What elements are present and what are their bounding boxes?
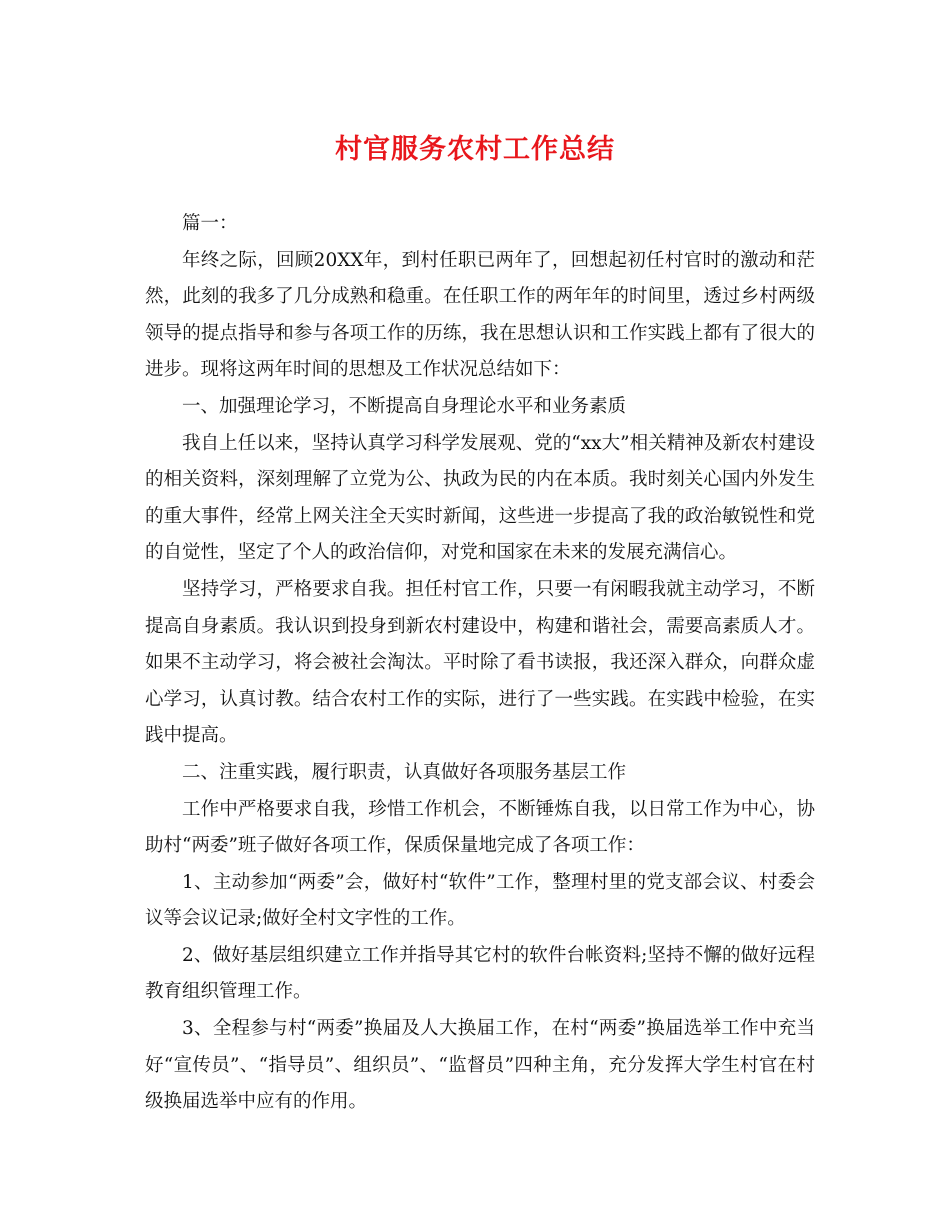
list-item: 3、全程参与村“两委”换届及人大换届工作，在村“两委”换届选举工作中充当好“宣传员”、“指导员”、组织员”、“监督员”四种主角，充分发挥大学生村官在村级换届选举中应有的作用。 <box>145 1018 815 1113</box>
paragraph: 工作中严格要求自我，珍惜工作机会，不断锤炼自我，以日常工作为中心，协助村“两委”班子做好各项工作，保质保量地完成了各项工作： <box>145 798 815 857</box>
document-title: 村官服务农村工作总结 <box>335 134 615 165</box>
paragraph: 篇一： <box>182 213 238 234</box>
section-heading: 一、加强理论学习，不断提高自身理论水平和业务素质 <box>182 395 627 417</box>
list-item: 2、做好基层组织建立工作并指导其它村的软件台帐资料;坚持不懈的做好远程教育组织管理工作。 <box>145 944 815 1003</box>
paragraph: 我自上任以来，坚持认真学习科学发展观、党的“xx大”相关精神及新农村建设的相关资料，深刻理解了立党为公、执政为民的内在本质。我时刻关心国内外发生的重大事件，经常上网关注全天实时新闻，这些进一步提高了我的政治敏锐性和党的自觉性，坚定了个人的政治信仰，对党和国家在未来的发展充满信心。 <box>145 432 815 564</box>
list-item: 1、主动参加“两委”会，做好村“软件”工作，整理村里的党支部会议、村委会议等会议记录;做好全村文字性的工作。 <box>145 871 815 930</box>
paragraph: 坚持学习，严格要求自我。担任村官工作，只要一有闲暇我就主动学习，不断提高自身素质。我认识到投身到新农村建设中，构建和谐社会，需要高素质人才。如果不主动学习，将会被社会淘汰。平时除了看书读报，我还深入群众，向群众虚心学习，认真讨教。结合农村工作的实际，进行了一些实践。在实践中检验，在实践中提高。 <box>145 578 815 747</box>
document-body <box>145 206 815 1121</box>
paragraph: 年终之际，回顾20XX年，到村任职已两年了，回想起初任村官时的激动和茫然，此刻的我多了几分成熟和稳重。在任职工作的两年年的时间里，透过乡村两级领导的提点指导和参与各项工作的历练，我在思想认识和工作实践上都有了很大的进步。现将这两年时间的思想及工作状况总结如下： <box>145 249 815 381</box>
section-heading: 二、注重实践，履行职责，认真做好各项服务基层工作 <box>182 761 627 783</box>
